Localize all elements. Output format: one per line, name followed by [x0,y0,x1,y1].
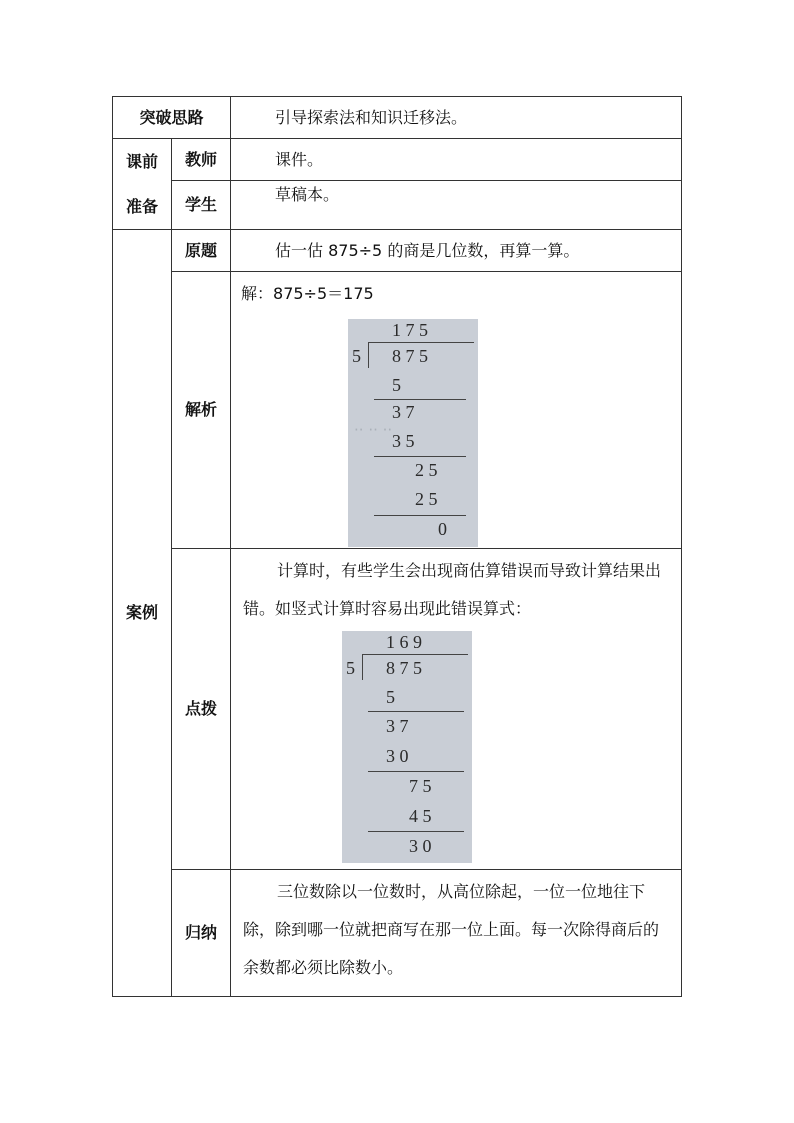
wrong-step-line-2 [368,771,464,772]
dividend: 8 7 5 [392,346,429,366]
tip-row [113,549,682,870]
student-label: 学生 [172,181,231,230]
wrong-step-4: 7 5 [409,776,432,796]
solution-text: 解：875÷5＝175 [241,284,374,303]
prep-label-bottom: 准备 [125,196,158,216]
problem-text: 估一估 875÷5 的商是几位数，再算一算。 [231,230,682,272]
approach-row [113,97,682,139]
divisor: 5 [352,346,362,366]
summary-text: 三位数除以一位数时，从高位除起，一位一位地往下除，除到哪一位就把商写在那一位上面。每一次除得商后的余数都必须比除数小。 [243,882,660,977]
tip-text: 计算时，有些学生会出现商估算错误而导致计算结果出错。如竖式计算时容易出现此错误算式： [243,561,662,618]
summary-label: 归纳 [172,870,231,997]
wrong-division-bar [362,654,468,655]
step-line-2 [374,456,466,457]
step-line-1 [374,399,466,400]
step-line-3 [374,515,466,516]
prep-label-top: 课前 [125,151,158,171]
student-row [113,181,682,230]
approach-text: 引导探索法和知识迁移法。 [231,97,682,139]
teacher-row [113,139,682,181]
wrong-step-1: 5 [386,687,396,707]
summary-row [113,870,682,997]
wrong-divisor: 5 [346,658,356,678]
wrong-step-2: 3 7 [386,716,409,736]
case-label: 案例 [113,230,172,997]
wrong-step-5: 4 5 [409,806,432,826]
student-text: 草稿本。 [231,181,682,230]
quotient: 1 7 5 [392,320,429,340]
step-4: 2 5 [415,460,438,480]
wrong-quotient: 1 6 9 [386,632,423,652]
teacher-text: 课件。 [231,139,682,181]
step-1: 5 [392,375,402,395]
problem-row [113,230,682,272]
approach-label: 突破思路 [113,97,231,139]
solution-row [113,272,682,549]
wrong-dividend: 8 7 5 [386,658,423,678]
teacher-label: 教师 [172,139,231,181]
wrong-division-bracket [362,654,363,680]
solution-cell [231,272,682,549]
step-2: 3 7 [392,402,415,422]
lesson-plan-table [112,96,682,997]
tip-division-photo [342,631,472,863]
wrong-step-6: 3 0 [409,836,432,856]
tip-cell [231,549,682,870]
step-3: 3 5 [392,431,415,451]
wrong-step-3: 3 0 [386,746,409,766]
prep-label [113,139,172,230]
tip-label: 点拨 [172,549,231,870]
problem-label: 原题 [172,230,231,272]
wrong-step-line-3 [368,831,464,832]
step-6: 0 [438,519,448,539]
wrong-step-line-1 [368,711,464,712]
solution-division-photo [348,319,478,547]
summary-cell [231,870,682,997]
solution-label: 解析 [172,272,231,549]
division-bar [368,342,474,343]
division-bracket [368,342,369,368]
faint-bleed-text: ·· ·· ·· [354,421,393,439]
step-5: 2 5 [415,489,438,509]
